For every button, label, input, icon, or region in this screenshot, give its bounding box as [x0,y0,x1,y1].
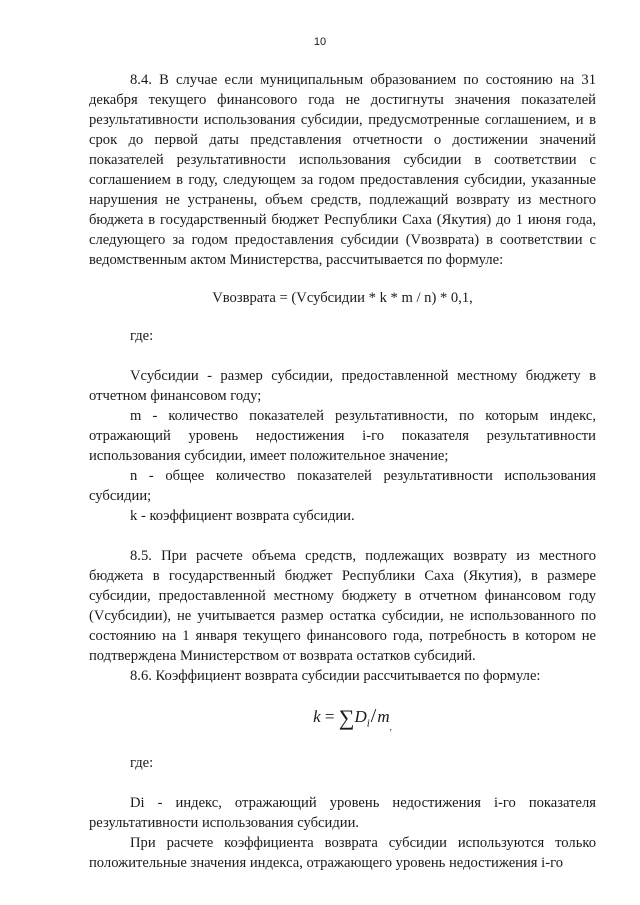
where-label-2: где: [130,755,154,771]
document-body [89,70,596,873]
formula-subscript-i: i [366,717,370,730]
page-number: 10 [313,36,327,48]
formula-return-volume: Vвозврата = (Vсубсидии * k * m / n) * 0,1, [212,290,473,306]
paragraph-8-6: 8.6. Коэффициент возврата субсидии рассчитывается по формуле: [130,668,541,684]
formula-slash: / [370,705,377,727]
formula-m: m [377,707,390,726]
formula-equals: = [324,707,335,726]
definition-di: Di - индекс, отражающий уровень недостижения i-го показателя результативности использования субсидии. [89,795,596,831]
formula-d: D [354,707,367,726]
definition-v-subsidy: Vсубсидии - размер субсидии, предоставленной местному бюджету в отчетном финансовом году; [89,368,596,404]
paragraph-8-5: 8.5. При расчете объема средств, подлежащих возврату из местного бюджета в государственный бюджет Республики Саха (Якутия), в размере субсидии, предоставленной местному бюджету в отчетном финансовом году (Vсубсидии), не учитывается размер остатка субсидии, не использованного по состоянию на 1 января текущего финансового года, потребность в котором не подтверждена Министерством от возврата остатков субсидий. [89,548,596,664]
formula-k-lhs: k [313,707,321,726]
sum-symbol: ∑ [338,705,355,730]
definition-k: k - коэффициент возврата субсидии. [130,508,355,524]
formula-return-coefficient [109,706,596,737]
paragraph-coefficient-note: При расчете коэффициента возврата субсидии используются только положительные значения индекса, отражающего уровень недостижения i-го [89,835,596,871]
where-label: где: [130,328,154,344]
formula-trailing-comma: , [389,722,392,732]
paragraph-8-4: 8.4. В случае если муниципальным образованием по состоянию на 31 декабря текущего финансового года не достигнуты значения показателей результативности использования субсидии, предусмотренные соглашением, и в срок до первой даты представления отчетности о достижении значений показателей результативности использования субсидии в соответствии с соглашением в году, следующем за годом предоставления субсидии, указанные нарушения не устранены, объем средств, подлежащий возврату из местного бюджета в государственный бюджет Республики Саха (Якутия) до 1 июня года, следующего за годом предоставления субсидии (Vвозврата) в соответствии с ведомственным актом Министерства, рассчитывается по формуле: [89,72,596,268]
definition-n: n - общее количество показателей результативности использования субсидии; [89,468,596,504]
definition-m: m - количество показателей результативности, по которым индекс, отражающий уровень недостижения i-го показателя результативности использования субсидии, имеет положительное значение; [89,408,596,464]
